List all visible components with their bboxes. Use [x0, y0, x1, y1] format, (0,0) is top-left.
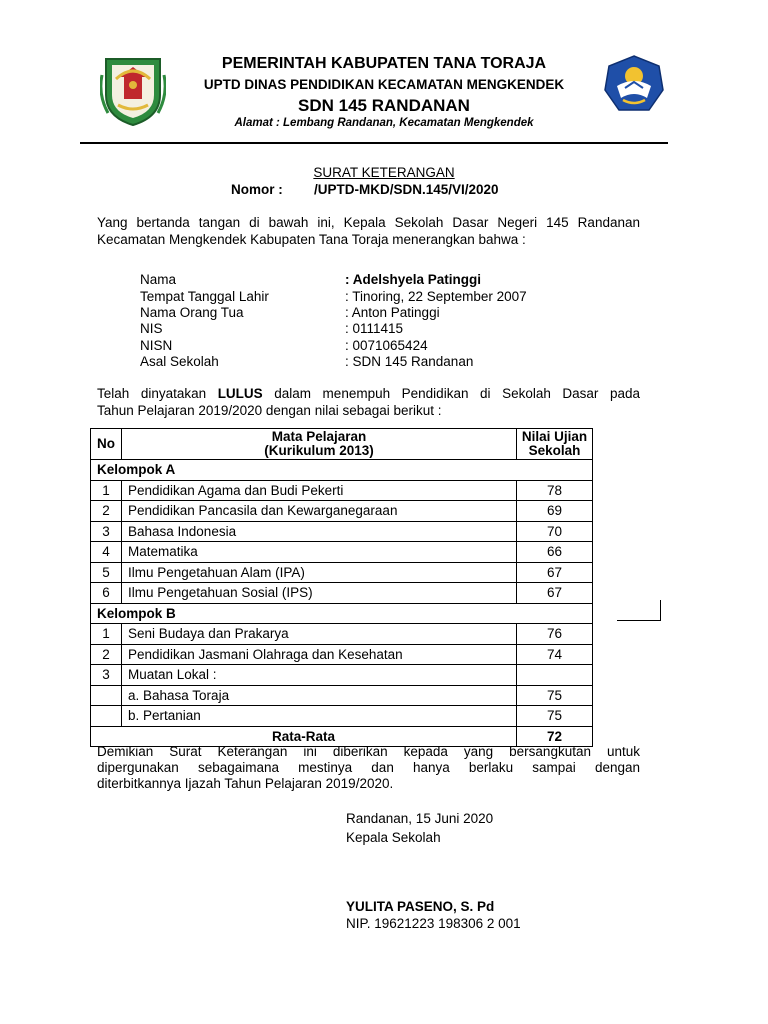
row-score: 75 [517, 685, 593, 706]
row-score: 67 [517, 562, 593, 583]
row-no: 2 [91, 501, 122, 522]
row-subject: Seni Budaya dan Prakarya [122, 624, 517, 645]
signature-place-date: Randanan, 15 Juni 2020 [346, 811, 494, 826]
row-subject: a. Bahasa Toraja [122, 685, 517, 706]
row-subject: Pendidikan Agama dan Budi Pekerti [122, 480, 517, 501]
row-subject: Bahasa Indonesia [122, 521, 517, 542]
student-info-label: Nama [140, 272, 177, 287]
row-subject: Matematika [122, 542, 517, 563]
row-score: 69 [517, 501, 593, 522]
row-score: 76 [517, 624, 593, 645]
row-score: 78 [517, 480, 593, 501]
header-score [517, 429, 593, 460]
letterhead-department: UPTD DINAS PENDIDIKAN KECAMATAN MENGKENDEK [203, 77, 565, 92]
signature-name: YULITA PASENO, S. Pd [346, 899, 495, 914]
result-post: dalam menempuh Pendidikan di Sekolah Dasar pada [262, 386, 641, 401]
student-info-value: : Anton Patinggi [345, 305, 440, 320]
letterhead-divider [80, 142, 668, 144]
row-no [91, 685, 122, 706]
student-info-value: : 0111415 [345, 321, 404, 336]
result-statement-line2: Tahun Pelajaran 2019/2020 dengan nilai sebagai berikut : [97, 403, 442, 418]
average-label: Rata-Rata [91, 726, 517, 747]
table-row [91, 644, 593, 665]
letterhead-school: SDN 145 RANDANAN [298, 96, 470, 115]
row-subject: Ilmu Pengetahuan Sosial (IPS) [122, 583, 517, 604]
group-a-label: Kelompok A [91, 460, 593, 481]
group-row [91, 460, 593, 481]
row-subject: Muatan Lokal : [122, 665, 517, 686]
letterhead-government: PEMERINTAH KABUPATEN TANA TORAJA [221, 55, 547, 72]
row-score: 67 [517, 583, 593, 604]
student-info [0, 272, 768, 372]
table-row [91, 624, 593, 645]
student-info-label: Asal Sekolah [140, 354, 219, 369]
row-no [91, 706, 122, 727]
row-no: 3 [91, 665, 122, 686]
table-row [91, 706, 593, 727]
group-b-label: Kelompok B [91, 603, 593, 624]
row-subject: Pendidikan Jasmani Olahraga dan Kesehatan [122, 644, 517, 665]
row-no: 4 [91, 542, 122, 563]
row-score [517, 665, 593, 686]
letter-title: SURAT KETERANGAN [313, 165, 455, 180]
row-no: 2 [91, 644, 122, 665]
header-no: No [91, 429, 122, 460]
row-subject: Pendidikan Pancasila dan Kewarganegaraan [122, 501, 517, 522]
group-row [91, 603, 593, 624]
table-row [91, 685, 593, 706]
row-score: 75 [517, 706, 593, 727]
letterhead-address: Alamat : Lembang Randanan, Kecamatan Mengkendek [234, 117, 534, 129]
table-row [91, 521, 593, 542]
signature-nip: NIP. 19621223 198306 2 001 [346, 916, 521, 931]
row-subject: Ilmu Pengetahuan Alam (IPA) [122, 562, 517, 583]
row-score: 70 [517, 521, 593, 542]
row-score: 74 [517, 644, 593, 665]
row-no: 1 [91, 624, 122, 645]
table-row [91, 501, 593, 522]
result-statement-line1 [97, 385, 640, 402]
header-subject [122, 429, 517, 460]
table-stray-line [660, 600, 661, 621]
signature-position: Kepala Sekolah [346, 830, 441, 845]
table-row [91, 665, 593, 686]
row-no: 6 [91, 583, 122, 604]
table-row [91, 562, 593, 583]
row-score: 66 [517, 542, 593, 563]
table-row [91, 583, 593, 604]
table-row [91, 542, 593, 563]
student-info-label: Nama Orang Tua [140, 305, 244, 320]
header-score-line1: Nilai Ujian [521, 429, 588, 444]
student-info-value: : SDN 145 Randanan [345, 354, 474, 369]
row-subject: b. Pertanian [122, 706, 517, 727]
header-score-line2: Sekolah [528, 443, 581, 458]
header-subject-line2: (Kurikulum 2013) [264, 443, 374, 458]
grades-table [90, 428, 593, 747]
closing-line2: dipergunakan sebagaimana mestinya dan hanya berlaku sampai dengan [97, 760, 640, 775]
table-header-row [91, 429, 593, 460]
letter-number-value: /UPTD-MKD/SDN.145/VI/2020 [314, 182, 499, 197]
result-pre: Telah dinyatakan [97, 386, 218, 401]
closing-line3: diterbitkannya Ijazah Tahun Pelajaran 2019/2020. [97, 776, 394, 791]
header-subject-line1: Mata Pelajaran [271, 429, 367, 444]
table-row [91, 480, 593, 501]
student-info-label: NIS [140, 321, 163, 336]
letter-number-label: Nomor : [231, 182, 283, 197]
row-no: 3 [91, 521, 122, 542]
student-info-label: Tempat Tanggal Lahir [140, 289, 269, 304]
student-info-value: : Adelshyela Patinggi [345, 272, 482, 287]
intro-paragraph-line1: Yang bertanda tangan di bawah ini, Kepala Sekolah Dasar Negeri 145 Randanan [97, 215, 640, 230]
student-info-label: NISN [140, 338, 173, 353]
intro-paragraph-line2: Kecamatan Mengkendek Kabupaten Tana Toraja menerangkan bahwa : [97, 232, 526, 247]
student-info-value: : Tinoring, 22 September 2007 [345, 289, 527, 304]
student-info-value: : 0071065424 [345, 338, 428, 353]
average-value: 72 [517, 726, 593, 747]
table-stray-line [617, 620, 660, 621]
result-status: LULUS [217, 386, 263, 401]
row-no: 1 [91, 480, 122, 501]
row-no: 5 [91, 562, 122, 583]
closing-line1: Demikian Surat Keterangan ini diberikan kepada yang bersangkutan untuk [97, 744, 640, 759]
